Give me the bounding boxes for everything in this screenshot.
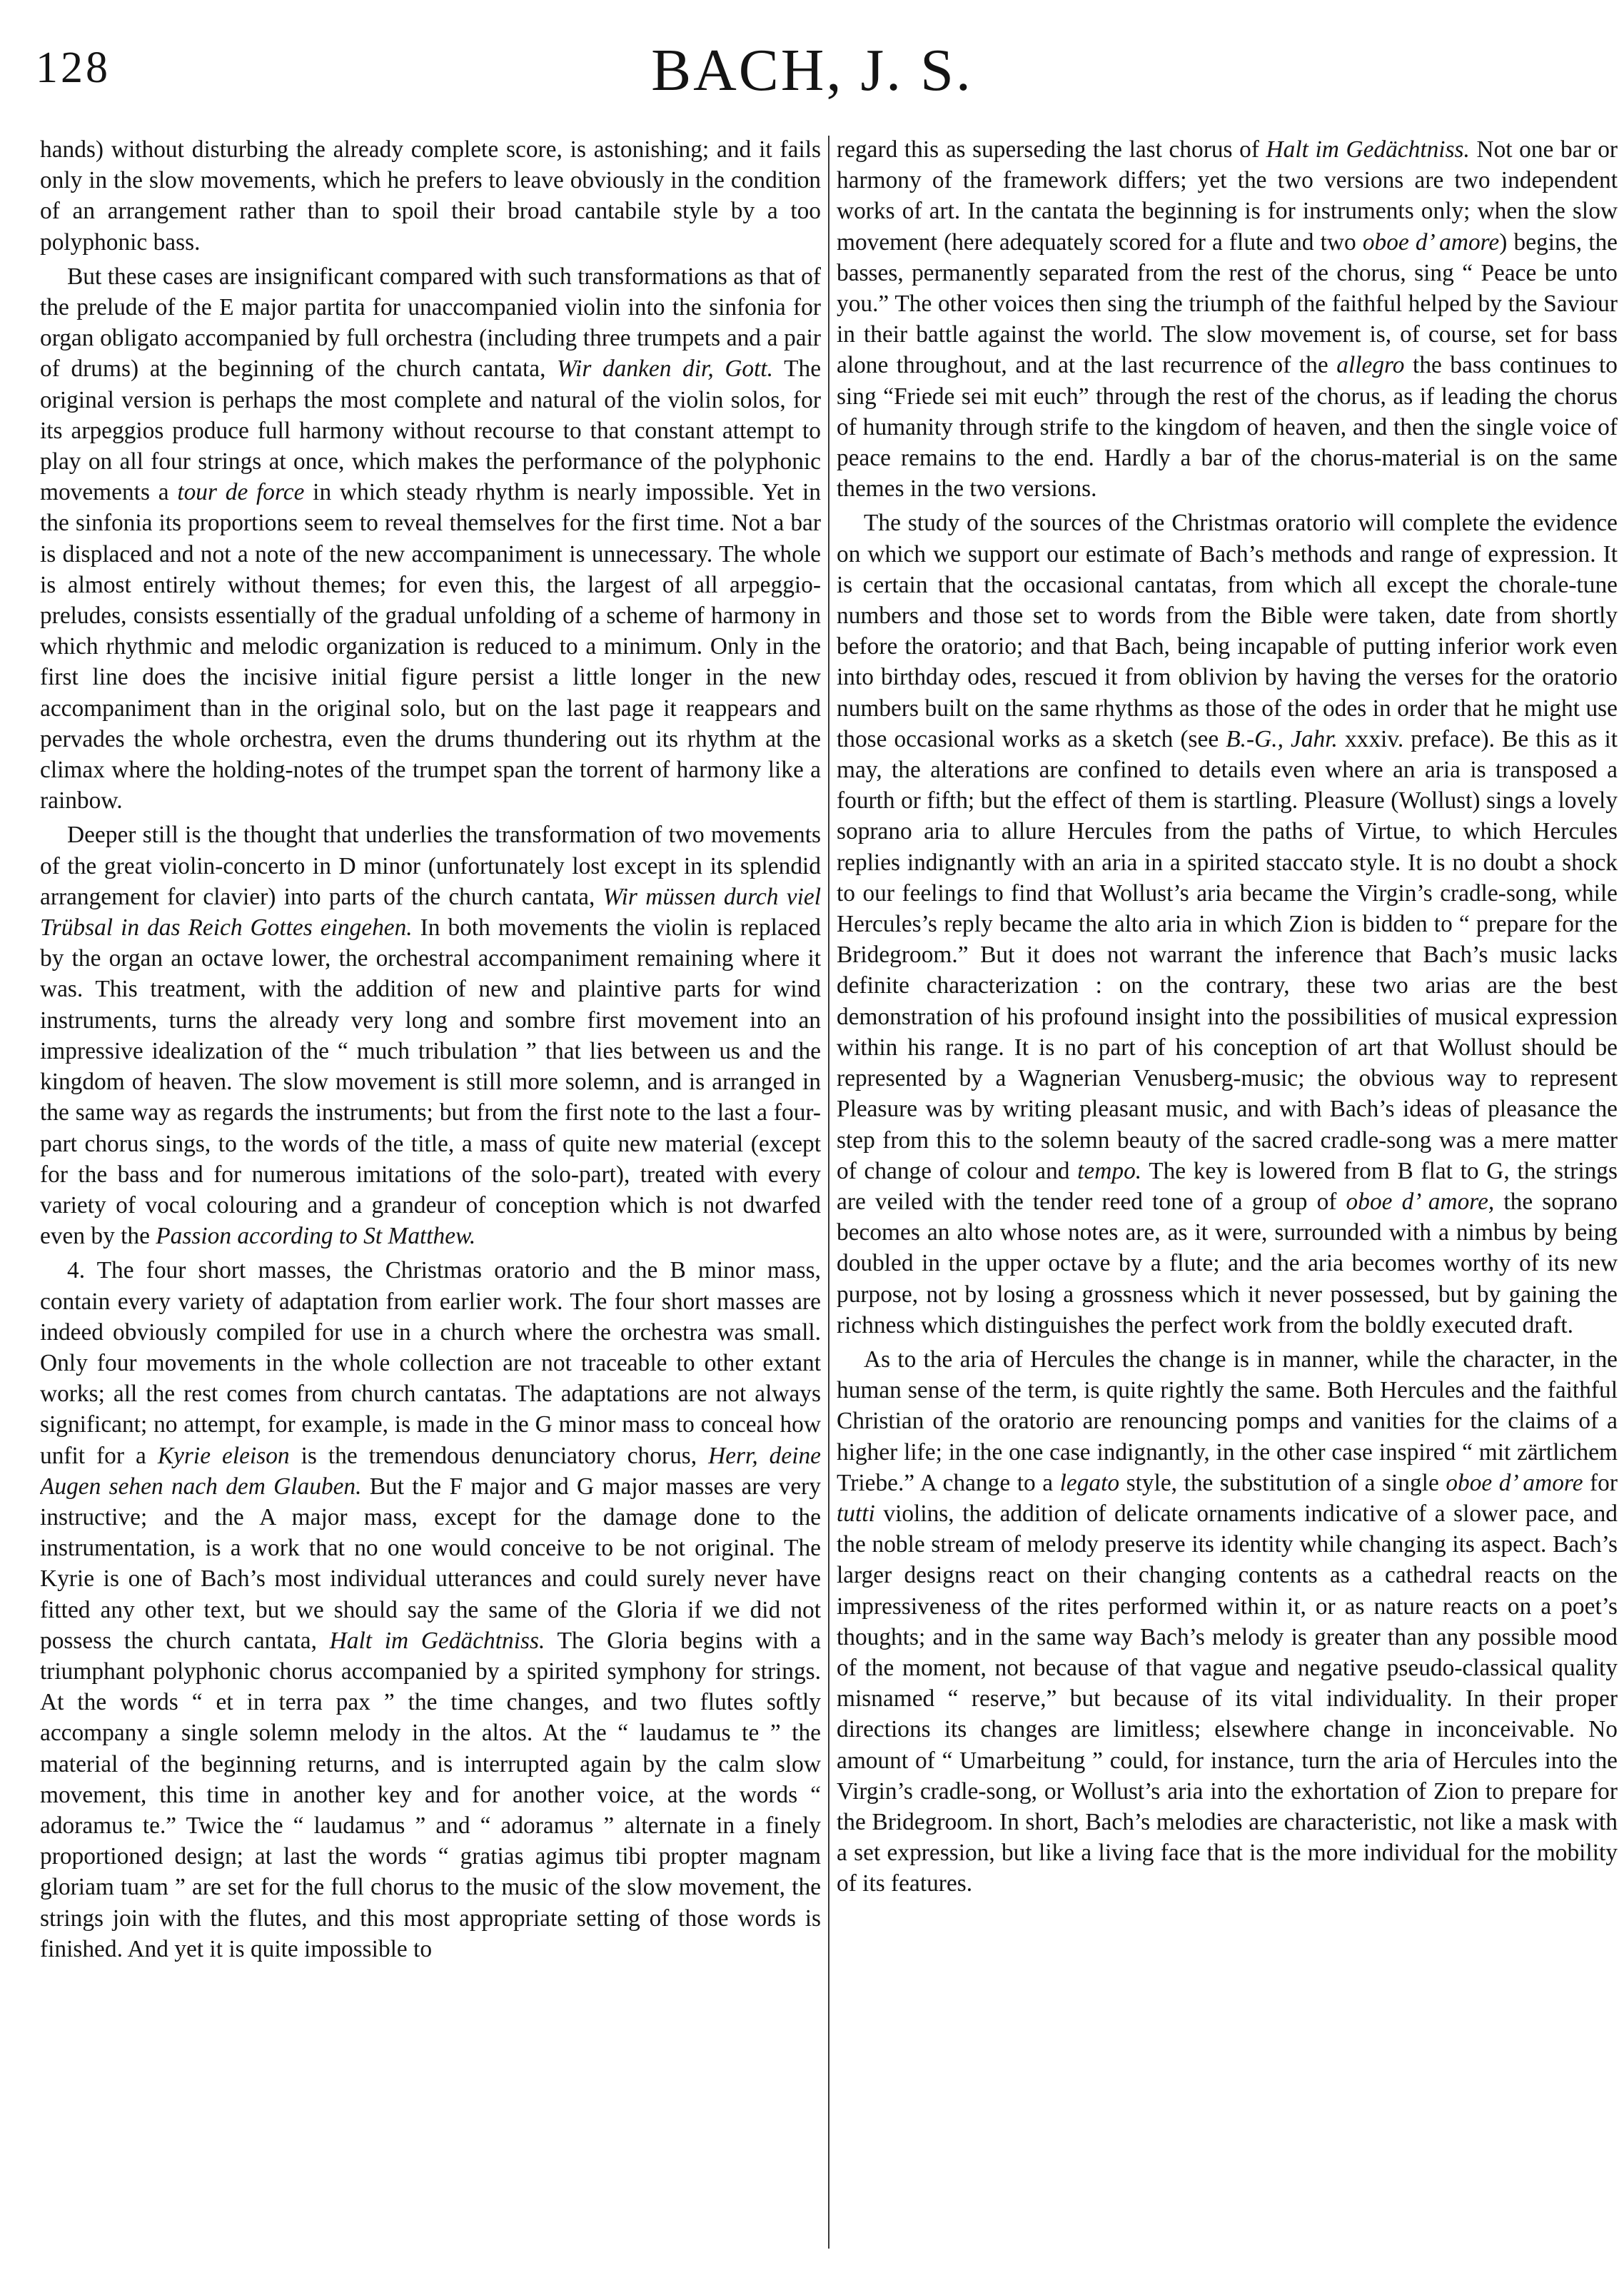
italic-run: Herr, deine Augen sehen nach dem Glauben.	[40, 1442, 821, 1500]
text-run: The key is lowered from B flat to G, the strings are veiled with the tender reed tone of a group of	[837, 1157, 1618, 1215]
text-run: regard this as superseding the last chorus of	[837, 136, 1266, 163]
text-run: In both movements the violin is replaced by the organ an octave lower, the orchestral accompaniment remaining where it was. This treatment, with the addition of new and plaintive parts for wind instruments, turns the already very long and sombre first movement into an impressive idealization of the “ much tribulation ” that lies between us and the kingdom of heaven. The slow movement is still more solemn, and is arranged in the same way as regards the instruments; but from the first note to the last a four-part chorus sings, to the words of the title, a mass of quite new material (except for the bass and for numerous imitations of the solo-part), treated with every variety of vocal colouring and a grandeur of conception which is not dwarfed even by the	[40, 914, 821, 1250]
italic-run: oboe d’ amore,	[1346, 1188, 1495, 1215]
text-run: But these cases are insignificant compared with such transformations as that of the prelude of the E major partita for unaccompanied violin into the sinfonia for organ obligato accompanied by full orchestra (including three trumpets and a pair of drums) at the beginning of the church cantata,	[40, 263, 821, 383]
text-run: The Gloria begins with a triumphant polyphonic chorus accompanied by a spirited symphony for strings. At the words “ et in terra pax ” the time changes, and two flutes softly accompany a single solemn melody in the altos. At the “ laudamus te ” the material of the beginning returns, and is interrupted again by the calm slow movement, this time in another key and for another voice, at the words “ adoramus te.” Twice the “ laudamus ” and “ adoramus ” alternate in a finely proportioned design; at last the words “ gratias agimus tibi propter magnam gloriam tuam ” are set for the full chorus to the music of the slow movement, the strings join with the flutes, and this most appropriate setting of those words is finished. And yet it is quite impossible to	[40, 1627, 821, 1962]
paragraph	[40, 1255, 821, 1964]
italic-run: Halt im Gedächtniss.	[1266, 136, 1470, 163]
paragraph	[40, 819, 821, 1251]
italic-run: B.-G., Jahr.	[1226, 725, 1338, 752]
text-run: for	[1583, 1469, 1618, 1496]
text-run: The study of the sources of the Christmas oratorio will complete the evidence on which we support our estimate of Bach’s methods and range of expression. It is certain that the occasional cantatas, from which all except the chorale-tune numbers and those set to words from the Bible were taken, date from shortly before the oratorio; and that Bach, being incapable of putting inferior work even into birthday odes, rescued it from oblivion by having the verses for the oratorio numbers built on the same rhythms as those of the odes in order that he might use those occasional works as a sketch (see	[837, 510, 1618, 752]
italic-run: Wir danken dir, Gott.	[557, 355, 774, 383]
running-head: BACH, J. S.	[651, 37, 973, 104]
paragraph	[837, 508, 1618, 1340]
text-run: the soprano becomes an alto whose notes are, as it were, surrounded with a nimbus by being doubled in the upper octave by a flute; and the aria becomes worthy of its new purpose, not by losing a grossness which it never possessed, but by gaining the richness which distinguishes the perfect work from the boldly executed draft.	[837, 1188, 1618, 1338]
paragraph	[40, 261, 821, 817]
text-run: style, the substitution of a single	[1119, 1469, 1446, 1496]
page-header	[36, 36, 1588, 121]
text-run: 4. The four short masses, the Christmas oratorio and the B minor mass, contain every variety of adaptation from earlier work. The four short masses are indeed obviously compiled for use in a church where the orchestra was small. Only four movements in the whole collection are not traceable to other extant works; all the rest comes from church cantatas. The adaptations are not always significant; no attempt, for example, is made in the G minor mass to conceal how unfit for a	[40, 1257, 821, 1469]
text-run: in which steady rhythm is nearly impossible. Yet in the sinfonia its proportions seem to reveal themselves for the first time. Not a bar is displaced and not a note of the new accompaniment is unnecessary. The whole is almost entirely without themes; for even this, the largest of all arpeggio-preludes, consists essentially of the gradual unfolding of a scheme of harmony in which rhythmic and melodic organization is reduced to a minimum. Only in the first line does the incisive initial figure persist a little longer in the new accompaniment than in the original solo, but on the last page it reappears and pervades the whole orchestra, even the drums thundering out its rhythm at the climax where the holding-notes of the trumpet span the torrent of harmony like a rainbow.	[40, 479, 821, 814]
text-column-left	[40, 134, 821, 2258]
text-run: xxxiv. preface). Be this as it may, the alterations are confined to details even where an aria is transposed a fourth or fifth; but the effect of them is startling. Pleasure (Wollust) sings a lovely soprano aria to allure Hercules from the paths of Virtue, to which Hercules replies indignantly with an aria in a spirited staccato style. It is no doubt a shock to our feelings to find that Wollust’s aria became the Virgin’s cradle-song, while Hercules’s reply became the alto aria in which Zion is bidden to “ prepare for the Bridegroom.” But it does not warrant the inference that Bach’s music lacks definite characterization : on the contrary, these two arias are the best demonstration of his profound insight into the possibilities of musical expression within his range. It is no part of his conception of art that Wollust should be represented by a Wagnerian Venusberg-music; the obvious way to represent Pleasure was by writing pleasant music, and with Bach’s ideas of pleasance the step from this to the solemn beauty of the sacred cradle-song was a mere matter of change of colour and	[837, 725, 1618, 1184]
text-column-right	[837, 134, 1618, 2258]
text-run: violins, the addition of delicate ornaments indicative of a slower pace, and the noble stream of melody preserve its identity while changing its aspect. Bach’s larger designs react on their changing contents as a cathedral reacts on the impressiveness of the rites performed within it, or as nature reacts on a poet’s thoughts; and in the same way Bach’s melody is greater than any possible mood of the moment, not because of that vague and negative pseudo-classical quality misnamed “ reserve,” but because of its vital individuality. In their proper directions its changes are limitless; elsewhere change in inconceivable. No amount of “ Umarbeitung ” could, for instance, turn the aria of Hercules into the Virgin’s cradle-song, or Wollust’s aria into the exhortation of Zion to prepare for the Bridegroom. In short, Bach’s melodies are characteristic, not like a mask with a set expression, but like a living face that is the more individual for the mobility of its features.	[837, 1500, 1618, 1897]
text-run: The original version is perhaps the most complete and natural of the violin solos, for its arpeggios produce full harmony without recourse to that constant attempt to play on all four strings at once, which makes the performance of the polyphonic movements a	[40, 355, 821, 506]
italic-run: Passion according to St Matthew.	[156, 1223, 476, 1250]
italic-run: tour de force	[177, 479, 305, 506]
italic-run: Halt im Gedächtniss.	[329, 1627, 545, 1654]
text-run: hands) without disturbing the already complete score, is astonishing; and it fails only in the slow movements, which he prefers to leave obviously in the condition of an arrangement rather than to spoil their broad cantabile style by a too polyphonic bass.	[40, 136, 821, 256]
column-divider	[828, 136, 829, 2249]
text-run: Deeper still is the thought that underlies the transformation of two movements of the great violin-concerto in D minor (unfortunately lost except in its splendid arrangement for clavier) into parts of the church cantata,	[40, 822, 821, 910]
text-run: As to the aria of Hercules the change is in manner, while the character, in the human sense of the term, is quite rightly the same. Both Hercules and the faithful Christian of the oratorio are renouncing pomps and vanities for the claims of a higher life; in the one case indignantly, in the other case inspired “ mit zärtlichem Triebe.” A change to a	[837, 1346, 1618, 1496]
text-run: But the F major and G major masses are very instructive; and the A major mass, except for the damage done to the instrumentation, is a work that no one would conceive to be not original. The Kyrie is one of Bach’s most individual utterances and could surely never have fitted any other text, but we should say the same of the Gloria if we did not possess the church cantata,	[40, 1473, 821, 1654]
paragraph	[40, 134, 821, 258]
italic-run: Wir müssen durch viel Trübsal in das Reich Gottes eingehen.	[40, 883, 821, 942]
italic-run: tempo.	[1077, 1157, 1142, 1184]
italic-run: Kyrie eleison	[157, 1442, 290, 1469]
italic-run: allegro	[1336, 352, 1405, 379]
italic-run: oboe d’ amore	[1446, 1469, 1583, 1496]
text-run: ) begins, the basses, permanently separated from the rest of the chorus, sing “ Peace be unto you.” The other voices then sing the triumph of the faithful helped by the Saviour in their battle against the world. The slow movement is, of course, set for bass alone throughout, and at the last recurrence of the	[837, 228, 1618, 379]
text-run: Not one bar or harmony of the framework differs; yet the two versions are two independent works of art. In the cantata the beginning is for instruments only; when the slow movement (here adequately scored for a flute and two	[837, 136, 1618, 256]
page-number: 128	[36, 44, 111, 92]
paragraph	[837, 1344, 1618, 1900]
paragraph	[837, 134, 1618, 504]
text-run: the bass continues to sing “Friede sei mit euch” through the rest of the chorus, as if leading the chorus of humanity through strife to the kingdom of heaven, and then the single voice of peace remains to the end. Hardly a bar of the chorus-material is on the same themes in the two versions.	[837, 352, 1618, 503]
italic-run: tutti	[837, 1500, 875, 1527]
italic-run: oboe d’ amore	[1362, 228, 1500, 256]
italic-run: legato	[1059, 1469, 1120, 1496]
text-run: is the tremendous denunciatory chorus,	[289, 1442, 709, 1469]
